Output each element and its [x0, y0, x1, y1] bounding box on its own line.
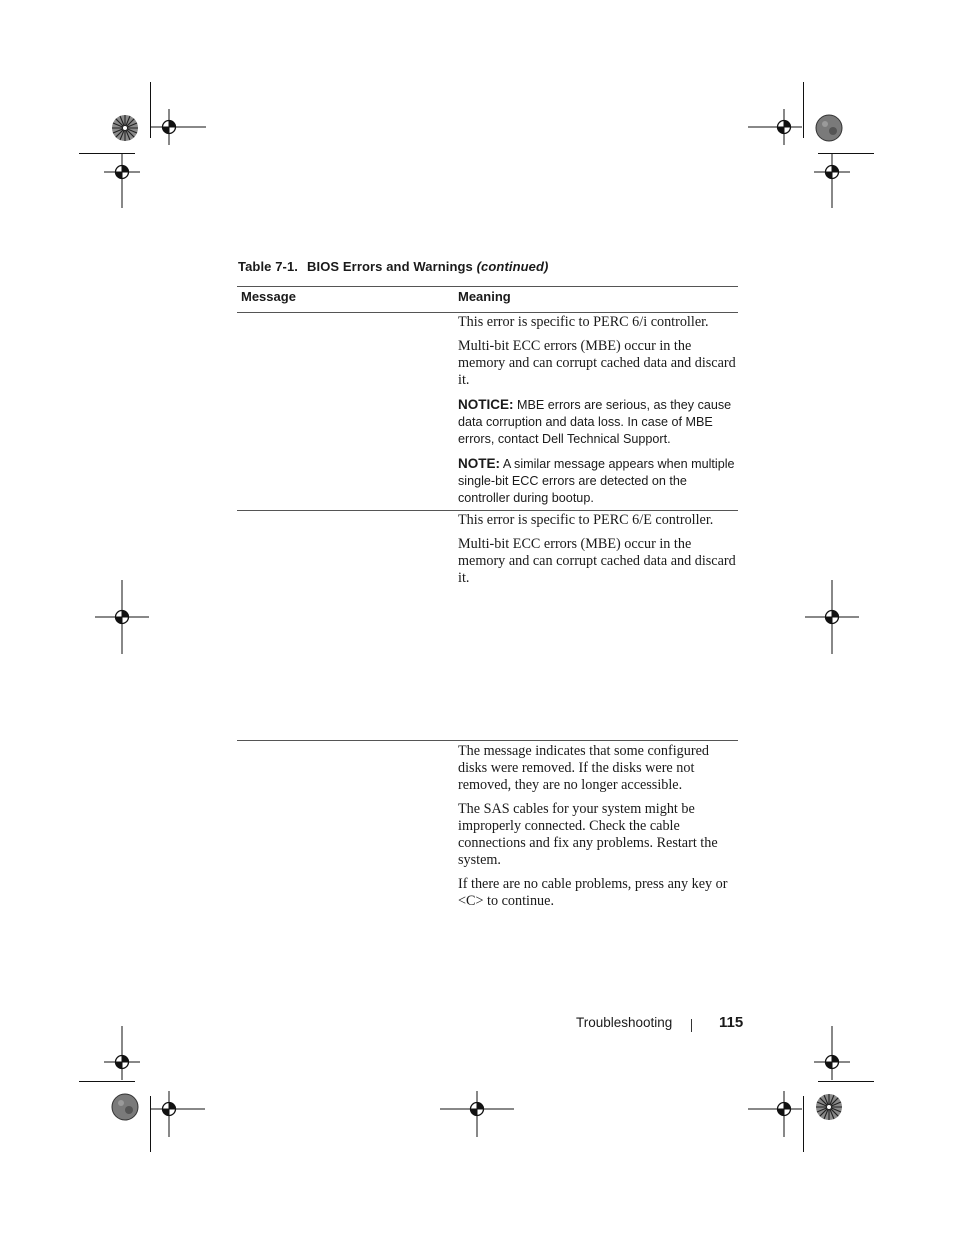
table-caption: [238, 259, 548, 274]
notice-label: NOTICE:: [458, 397, 514, 412]
meaning-paragraph: The message indicates that some configured disks were removed. If the disks were not removed, they are no longer accessible.: [458, 743, 709, 793]
column-header-message: Message: [241, 289, 296, 304]
crop-mark-icon: [818, 1081, 874, 1082]
registration-target-icon: [95, 580, 149, 654]
crop-mark-icon: [803, 1096, 804, 1152]
table-row-rule: [237, 740, 738, 741]
table-row: [458, 743, 738, 917]
table-header-rule: [237, 312, 738, 313]
registration-target-icon: [440, 1091, 514, 1137]
registration-target-icon: [104, 1026, 140, 1080]
meaning-paragraph: This error is specific to PERC 6/i controller.: [458, 314, 709, 330]
crop-mark-icon: [79, 1081, 135, 1082]
table-row: [458, 512, 738, 594]
table-top-rule: [237, 286, 738, 287]
table-title: BIOS Errors and Warnings: [307, 259, 473, 274]
note: [458, 455, 738, 507]
table-row: [458, 314, 738, 514]
registration-target-icon: [748, 109, 802, 145]
color-wheel-icon: [111, 1093, 139, 1121]
table-number: Table 7-1.: [238, 259, 299, 274]
meaning-paragraph: This error is specific to PERC 6/E controller.: [458, 512, 714, 528]
registration-target-icon: [814, 1026, 850, 1080]
table-row-rule: [237, 510, 738, 511]
crop-mark-icon: [168, 109, 206, 145]
notice-note: [458, 396, 738, 448]
color-wheel-icon: [815, 1093, 843, 1121]
footer-separator: [691, 1019, 692, 1032]
registration-target-icon: [814, 154, 850, 208]
registration-target-icon: [104, 154, 140, 208]
notice-text: MBE errors are serious, as they cause data corruption and data loss. In case of MBE errors, contact Dell Technical Support.: [458, 398, 732, 446]
registration-target-icon: [805, 580, 859, 654]
footer-section-title: Troubleshooting: [576, 1015, 673, 1030]
registration-target-icon: [151, 1091, 205, 1137]
meaning-paragraph: If there are no cable problems, press any key or <C> to continue.: [458, 876, 728, 909]
color-wheel-icon: [111, 114, 139, 142]
column-header-meaning: Meaning: [458, 289, 511, 304]
color-wheel-icon: [815, 114, 843, 142]
meaning-paragraph: The SAS cables for your system might be improperly connected. Check the cable connections and fix any problems. Restart the system.: [458, 801, 718, 868]
meaning-paragraph: Multi-bit ECC errors (MBE) occur in the memory and can corrupt cached data and discard it.: [458, 338, 736, 388]
page-number: 115: [719, 1014, 744, 1031]
meaning-paragraph: Multi-bit ECC errors (MBE) occur in the memory and can corrupt cached data and discard it.: [458, 536, 736, 586]
note-label: NOTE:: [458, 456, 500, 471]
registration-target-icon: [748, 1091, 802, 1137]
crop-mark-icon: [803, 82, 804, 138]
note-text: A similar message appears when multiple single-bit ECC errors are detected on the controller during bootup.: [458, 457, 735, 505]
table-continued: (continued): [476, 259, 549, 274]
